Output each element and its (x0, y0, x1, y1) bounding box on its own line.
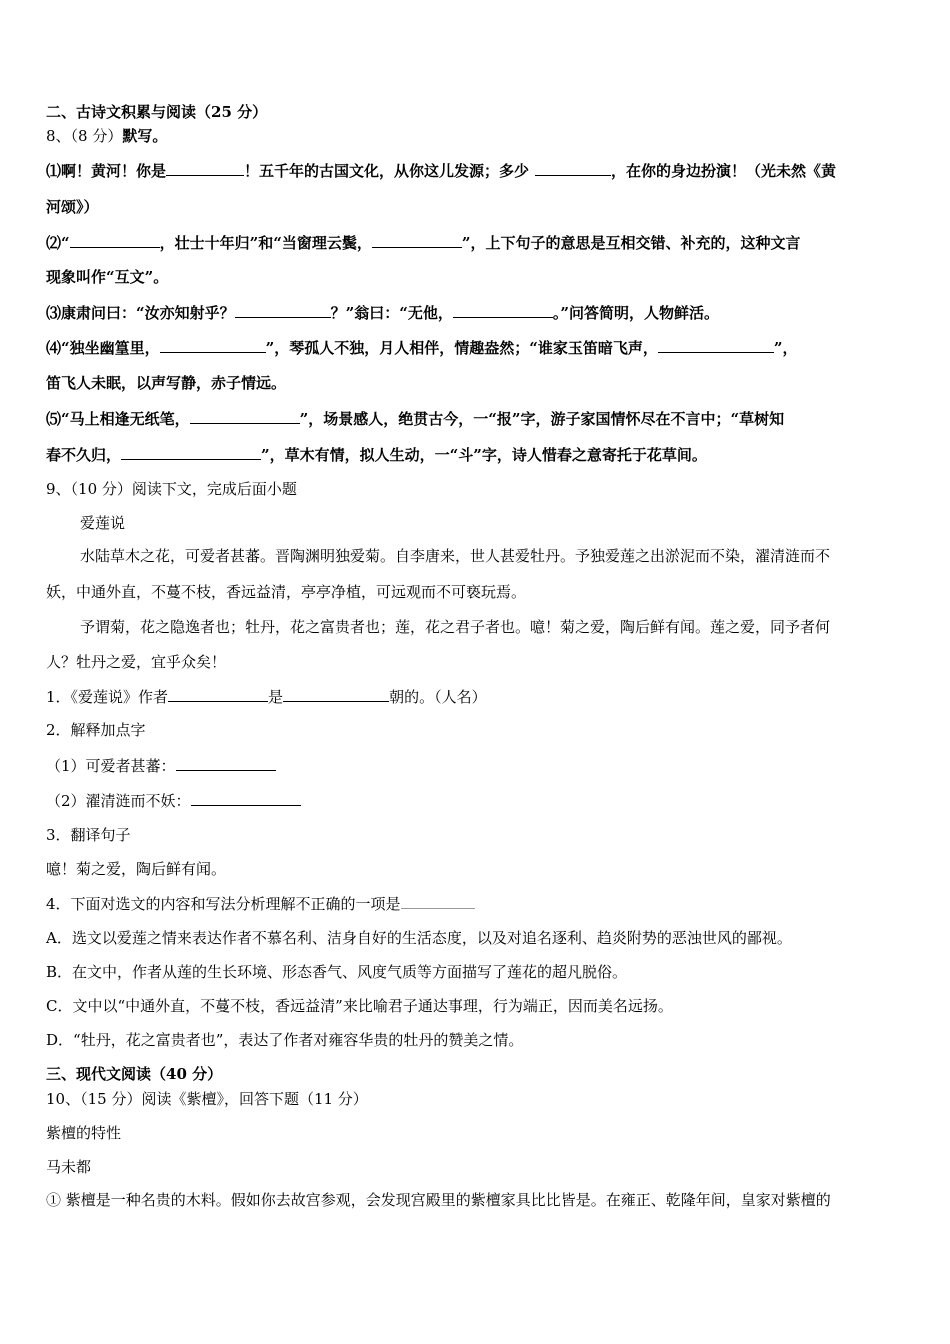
section2-title: 二、古诗文积累与阅读（25 分） (46, 103, 268, 121)
q9-sub2-item2 (46, 790, 301, 811)
passage-p1-cont: 妖，中通外直，不蔓不枝，香远益清，亭亭净植，可远观而不可亵玩焉。 (46, 583, 527, 601)
q9-sub3-head: 3．翻译句子 (46, 826, 131, 844)
passage-title: 爱莲说 (80, 514, 126, 532)
q8-item-2-cont: 现象叫作“互文”。 (46, 268, 169, 286)
answer-blank[interactable] (176, 755, 276, 771)
text: ，在你的身边扮演！（光未然《黄 (611, 162, 837, 180)
answer-blank[interactable] (70, 232, 160, 248)
answer-blank[interactable] (168, 686, 268, 702)
q8-item-3 (46, 302, 719, 323)
answer-blank[interactable] (166, 160, 244, 176)
article-title: 紫檀的特性 (46, 1124, 122, 1142)
text: ⑴啊！黄河！你是 (46, 162, 167, 180)
q9-sub3-sentence: 噫！菊之爱，陶后鲜有闻。 (46, 860, 227, 878)
answer-blank[interactable] (235, 302, 331, 318)
answer-blank[interactable] (191, 790, 301, 806)
option-d[interactable]: D．“牡丹，花之富贵者也”，表达了作者对雍容华贵的牡丹的赞美之情。 (46, 1031, 524, 1049)
answer-blank[interactable] (658, 337, 774, 353)
text: 春不久归， (46, 446, 122, 464)
q8-item-4 (46, 337, 798, 358)
text: ⑸“马上相逢无纸笔， (46, 410, 190, 428)
q8-heading (46, 126, 167, 146)
q8-item-5 (46, 408, 784, 429)
text: ⑷“独坐幽篁里， (46, 339, 160, 357)
answer-blank[interactable] (121, 444, 261, 460)
q9-heading: 9、（10 分）阅读下文，完成后面小题 (46, 480, 297, 498)
q9-sub2-item1 (46, 755, 276, 776)
text: ⑶康肃问曰：“汝亦知射乎？ (46, 304, 235, 322)
text: （2）濯清涟而不妖： (46, 792, 191, 810)
q8-item-4-cont: 笛飞人未眠，以声写静，赤子情远。 (46, 374, 287, 392)
text: ”，琴孤人不独，月人相伴，情趣盎然；“谁家玉笛暗飞声， (265, 339, 658, 357)
q8-item-1-cont: 河颂》） (46, 198, 99, 216)
q8-head: 8、（8 分） (46, 127, 123, 145)
passage-p1: 水陆草木之花，可爱者甚蕃。晋陶渊明独爱菊。自李唐来，世人甚爱牡丹。予独爱莲之出淤泥而不染，濯清涟而不 (80, 547, 831, 565)
answer-blank[interactable] (283, 686, 389, 702)
q10-heading: 10、（15 分）阅读《紫檀》，回答下题（11 分） (46, 1090, 368, 1108)
answer-blank[interactable] (535, 160, 611, 176)
answer-blank[interactable] (453, 302, 553, 318)
text: ”，场景感人，绝贯古今，一“报”字，游子家国情怀尽在不言中；“草树知 (299, 410, 785, 428)
text: 朝的。（人名） (389, 688, 487, 706)
text: 是 (268, 688, 284, 706)
q9-sub4-head (46, 893, 475, 914)
text: ，壮士十年归”和“当窗理云鬓， (159, 234, 372, 252)
answer-blank[interactable] (160, 337, 266, 353)
text: 。”问答简明，人物鲜活。 (552, 304, 720, 322)
section3-title: 三、现代文阅读（40 分） (46, 1065, 223, 1083)
text: ？”翁曰：“无他， (330, 304, 453, 322)
text: （1）可爱者甚蕃： (46, 757, 176, 775)
text: ！五千年的古国文化，从你这儿发源；多少 (244, 162, 530, 180)
option-c[interactable]: C．文中以“中通外直，不蔓不枝，香远益清”来比喻君子通达事理，行为端正，因而美名远扬。 (46, 997, 673, 1015)
text: 4．下面对选文的内容和写法分析理解不正确的一项是 (46, 895, 401, 913)
answer-blank[interactable] (401, 893, 475, 909)
q8-item-5-cont (46, 444, 707, 465)
q8-item-2 (46, 232, 801, 253)
passage-p2-cont: 人？牡丹之爱，宜乎众矣！ (46, 653, 227, 671)
answer-blank[interactable] (190, 408, 300, 424)
q8-label: 默写。 (122, 127, 168, 145)
text: ⑵“ (46, 234, 70, 252)
q8-item-1 (46, 160, 836, 181)
option-b[interactable]: B．在文中，作者从莲的生长环境、形态香气、风度气质等方面描写了莲花的超凡脱俗。 (46, 963, 628, 981)
passage-p2: 予谓菊，花之隐逸者也；牡丹，花之富贵者也；莲，花之君子者也。噫！菊之爱，陶后鲜有闻。莲之爱，同予者何 (80, 618, 831, 636)
article-author: 马未都 (46, 1158, 92, 1176)
option-a[interactable]: A．选文以爱莲之情来表达作者不慕名利、洁身自好的生活态度，以及对追名逐利、趋炎附势的恶浊世风的鄙视。 (46, 929, 792, 947)
q9-sub1 (46, 686, 487, 707)
article-p1: ① 紫檀是一种名贵的木料。假如你去故宫参观，会发现宫殿里的紫檀家具比比皆是。在雍正、乾隆年间，皇家对紫檀的 (46, 1191, 831, 1209)
answer-blank[interactable] (372, 232, 462, 248)
text: ”， (773, 339, 798, 357)
q9-sub2-head: 2．解释加点字 (46, 721, 146, 739)
text: 1．《爱莲说》作者 (46, 688, 169, 706)
text: ”，上下句子的意思是互相交错、补充的，这种文言 (461, 234, 801, 252)
text: ”，草木有情，拟人生动，一“斗”字，诗人惜春之意寄托于花草间。 (261, 446, 707, 464)
